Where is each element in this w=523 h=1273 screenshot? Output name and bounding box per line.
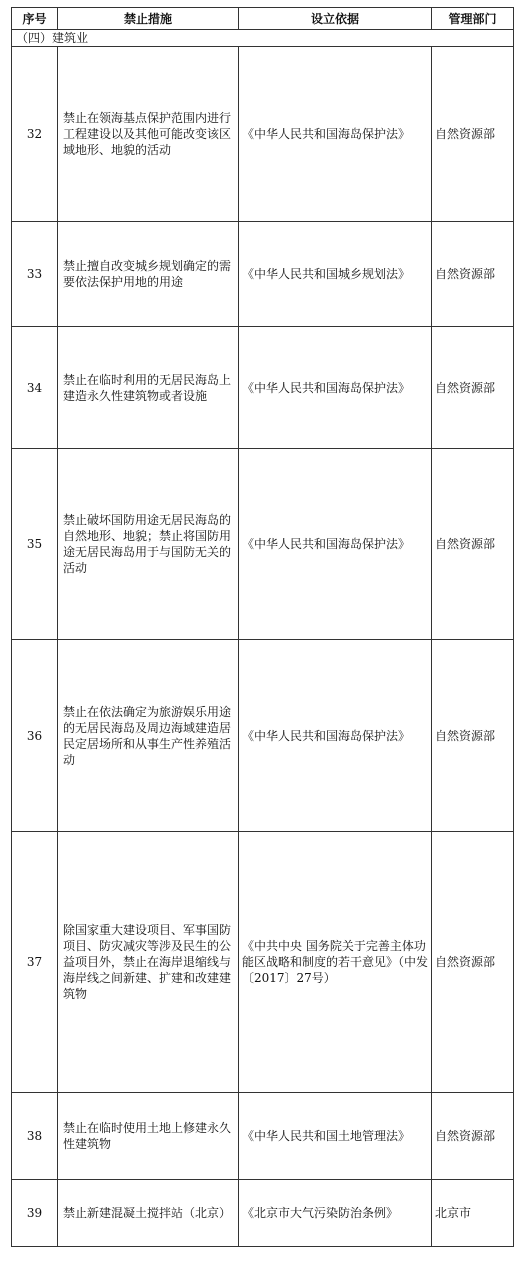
row-dept: 北京市 bbox=[432, 1180, 514, 1247]
row-basis: 《中华人民共和国土地管理法》 bbox=[239, 1093, 432, 1180]
prohibition-table bbox=[11, 7, 514, 1247]
row-dept: 自然资源部 bbox=[432, 832, 514, 1093]
row-number: 39 bbox=[12, 1180, 58, 1247]
row-measure: 禁止在临时使用土地上修建永久性建筑物 bbox=[58, 1093, 239, 1180]
section-row bbox=[12, 30, 514, 47]
table-row bbox=[12, 832, 514, 1093]
header-dept: 管理部门 bbox=[432, 8, 514, 30]
row-basis: 《中华人民共和国海岛保护法》 bbox=[239, 327, 432, 449]
table-row bbox=[12, 449, 514, 640]
row-measure: 禁止新建混凝土搅拌站（北京） bbox=[58, 1180, 239, 1247]
row-number: 38 bbox=[12, 1093, 58, 1180]
row-basis: 《中华人民共和国海岛保护法》 bbox=[239, 449, 432, 640]
row-basis: 《中共中央 国务院关于完善主体功能区战略和制度的若干意见》（中发〔2017〕27号） bbox=[239, 832, 432, 1093]
row-number: 32 bbox=[12, 47, 58, 222]
row-measure: 禁止擅自改变城乡规划确定的需要依法保护用地的用途 bbox=[58, 222, 239, 327]
row-dept: 自然资源部 bbox=[432, 327, 514, 449]
table-row bbox=[12, 640, 514, 832]
row-dept: 自然资源部 bbox=[432, 222, 514, 327]
header-basis: 设立依据 bbox=[239, 8, 432, 30]
row-measure: 禁止破坏国防用途无居民海岛的自然地形、地貌；禁止将国防用途无居民海岛用于与国防无关的活动 bbox=[58, 449, 239, 640]
row-dept: 自然资源部 bbox=[432, 640, 514, 832]
row-basis: 《中华人民共和国海岛保护法》 bbox=[239, 47, 432, 222]
row-number: 37 bbox=[12, 832, 58, 1093]
row-basis: 《北京市大气污染防治条例》 bbox=[239, 1180, 432, 1247]
section-title: （四）建筑业 bbox=[12, 30, 514, 47]
row-measure: 禁止在依法确定为旅游娱乐用途的无居民海岛及周边海域建造居民定居场所和从事生产性养殖活动 bbox=[58, 640, 239, 832]
table-row bbox=[12, 327, 514, 449]
row-measure: 禁止在领海基点保护范围内进行工程建设以及其他可能改变该区域地形、地貌的活动 bbox=[58, 47, 239, 222]
row-basis: 《中华人民共和国海岛保护法》 bbox=[239, 640, 432, 832]
table-header-row bbox=[12, 8, 514, 30]
row-dept: 自然资源部 bbox=[432, 449, 514, 640]
row-measure: 禁止在临时利用的无居民海岛上建造永久性建筑物或者设施 bbox=[58, 327, 239, 449]
row-number: 36 bbox=[12, 640, 58, 832]
row-number: 35 bbox=[12, 449, 58, 640]
table-row bbox=[12, 222, 514, 327]
table-row bbox=[12, 1093, 514, 1180]
table-row bbox=[12, 1180, 514, 1247]
row-measure: 除国家重大建设项目、军事国防项目、防灾减灾等涉及民生的公益项目外，禁止在海岸退缩线与海岸线之间新建、扩建和改建建筑物 bbox=[58, 832, 239, 1093]
table-row bbox=[12, 47, 514, 222]
row-basis: 《中华人民共和国城乡规划法》 bbox=[239, 222, 432, 327]
header-no: 序号 bbox=[12, 8, 58, 30]
header-measure: 禁止措施 bbox=[58, 8, 239, 30]
row-dept: 自然资源部 bbox=[432, 47, 514, 222]
row-dept: 自然资源部 bbox=[432, 1093, 514, 1180]
row-number: 33 bbox=[12, 222, 58, 327]
row-number: 34 bbox=[12, 327, 58, 449]
